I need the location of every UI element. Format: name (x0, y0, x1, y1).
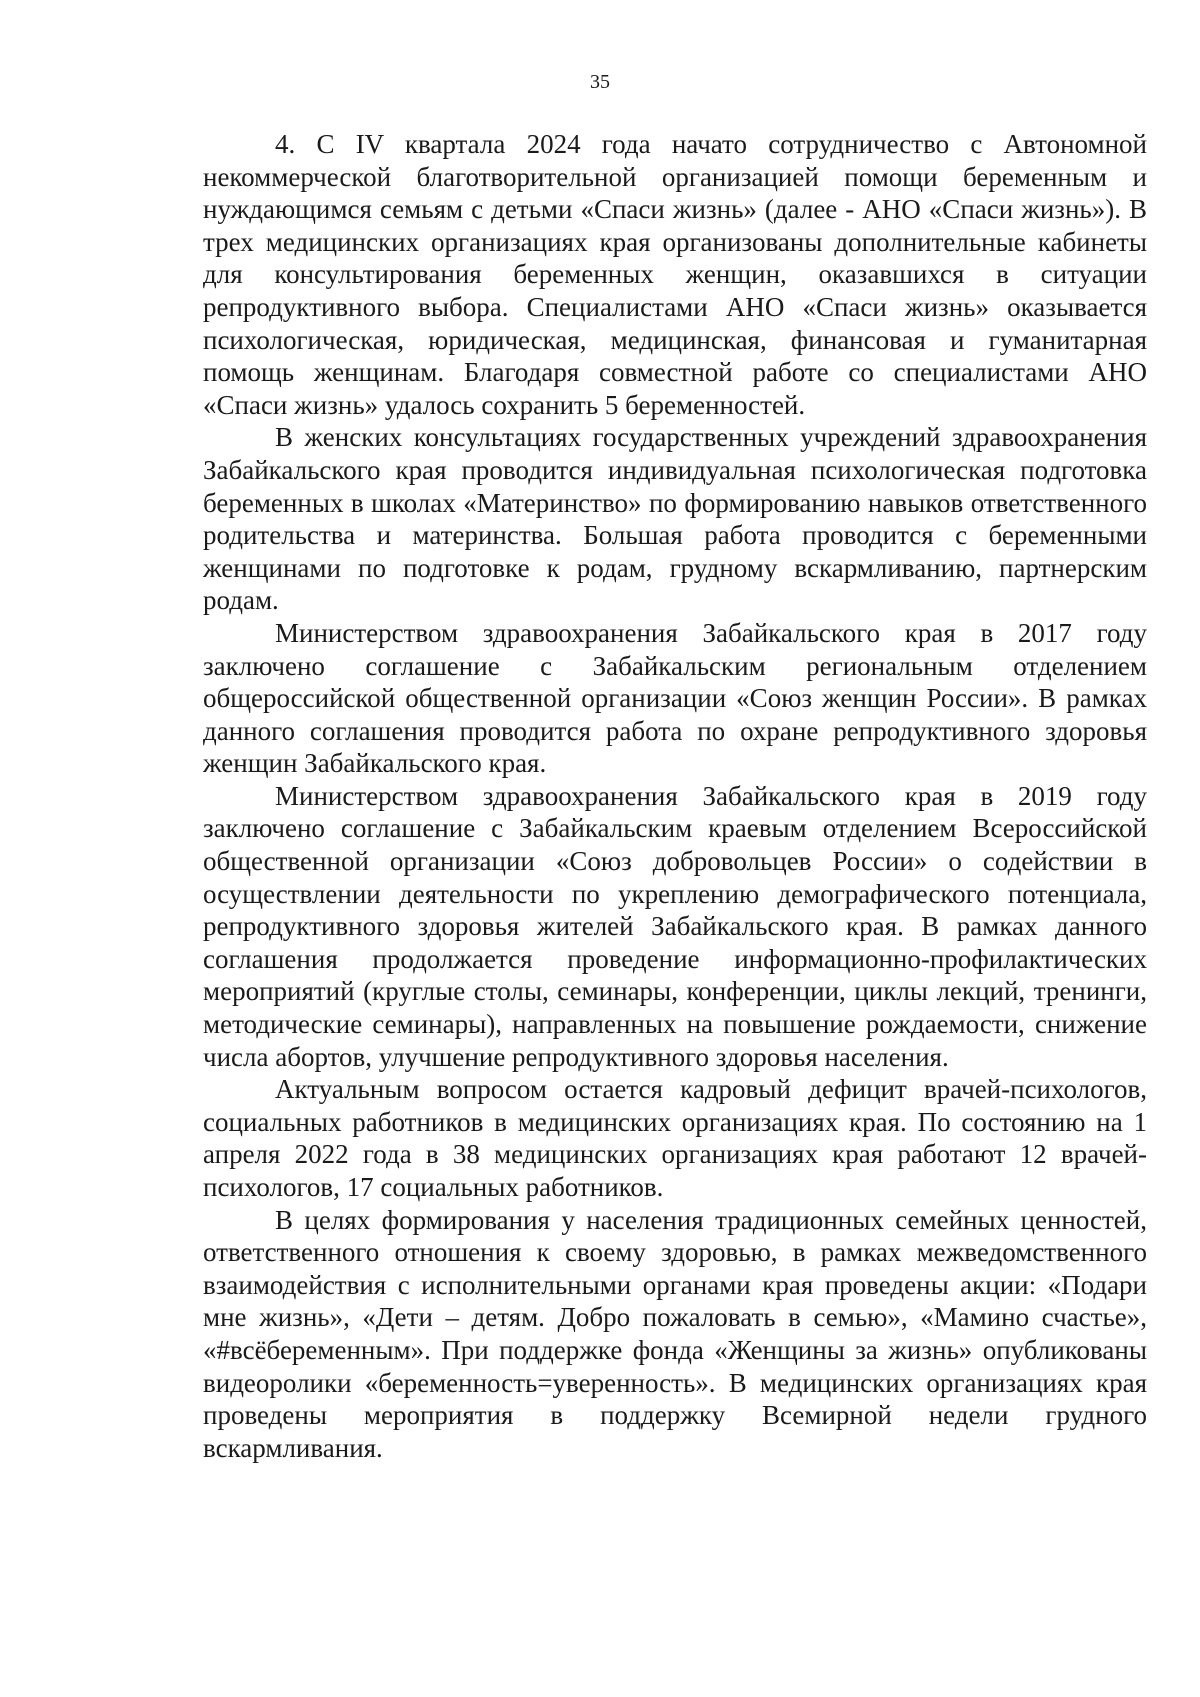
paragraph-ano-save-life: 4. С IV квартала 2024 года начато сотрудничество с Автономной некоммерческой благотворительной организацией помощи беременным и нуждающимся семьям с детьми «Спаси жизнь» (далее - АНО «Спаси жизнь»). В трех медицинских организациях края организованы дополнительные кабинеты для консультирования беременных женщин, оказавшихся в ситуации репродуктивного выбора. Специалистами АНО «Спаси жизнь» оказывается психологическая, юридическая, медицинская, финансовая и гуманитарная помощь женщинам. Благодаря совместной работе со специалистами АНО «Спаси жизнь» удалось сохранить 5 беременностей. (203, 129, 1147, 420)
page-number: 35 (590, 71, 610, 93)
document-body (203, 128, 1147, 1464)
paragraph-agreement-2017: Министерством здравоохранения Забайкальского края в 2017 году заключено соглашение с Забайкальским региональным отделением общероссийской общественной организации «Союз женщин России». В рамках данного соглашения проводится работа по охране репродуктивного здоровья женщин Забайкальского края. (203, 617, 1147, 779)
paragraph-womens-consultations: В женских консультациях государственных учреждений здравоохранения Забайкальского края проводится индивидуальная психологическая подготовка беременных в школах «Материнство» по формированию навыков ответственного родительства и материнства. Большая работа проводится с беременными женщинами по подготовке к родам, грудному вскармливанию, партнерским родам. (203, 422, 1147, 616)
paragraph-agreement-2019: Министерством здравоохранения Забайкальского края в 2019 году заключено соглашение с Забайкальским краевым отделением Всероссийской общественной организации «Союз добровольцев России» о содействии в осуществлении деятельности по укреплению демографического потенциала, репродуктивного здоровья жителей Забайкальского края. В рамках данного соглашения продолжается проведение информационно-профилактических мероприятий (круглые столы, семинары, конференции, циклы лекций, тренинги, методические семинары), направленных на повышение рождаемости, снижение числа абортов, улучшение репродуктивного здоровья населения. (203, 780, 1147, 1072)
paragraph-staff-shortage: Актуальным вопросом остается кадровый дефицит врачей-психологов, социальных работников в медицинских организациях края. По состоянию на 1 апреля 2022 года в 38 медицинских организациях края работают 12 врачей-психологов, 17 социальных работников. (203, 1074, 1147, 1202)
paragraph-family-values-campaigns: В целях формирования у населения традиционных семейных ценностей, ответственного отношения к своему здоровью, в рамках межведомственного взаимодействия с исполнительными органами края проведены акции: «Подари мне жизнь», «Дети – детям. Добро пожаловать в семью», «Мамино счастье», «#всёбеременным». При поддержке фонда «Женщины за жизнь» опубликованы видеоролики «беременность=уверенность». В медицинских организациях края проведены мероприятия в поддержку Всемирной недели грудного вскармливания. (203, 1204, 1147, 1463)
